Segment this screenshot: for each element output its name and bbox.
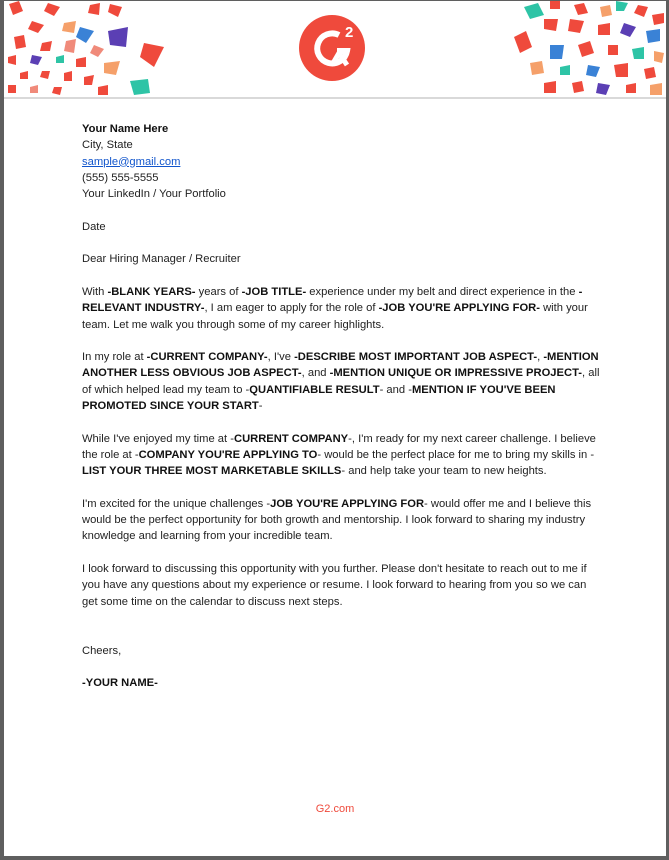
letter-page <box>4 1 666 856</box>
cover-letter-body <box>82 121 602 708</box>
paragraph-excitement: I'm excited for the unique challenges -JOB YOU'RE APPLYING FOR- would offer me and I believe this would be the perfect opportunity for both growth and mentorship. I look forward to sharing my industry knowledge and learning from your incredible team. <box>82 497 592 543</box>
sender-links: Your LinkedIn / Your Portfolio <box>82 188 226 201</box>
paragraph-next-challenge: While I've enjoyed my time at -CURRENT COMPANY-, I'm ready for my next career challenge. I believe the role at -COMPANY YOU'RE APPLYING TO- would be the perfect place for me to bring my skills in -LIST YOUR THREE MOST MARKETABLE SKILLS- and help take your team to new heights. <box>82 432 596 478</box>
footer-website-link[interactable]: G2.com <box>315 803 355 815</box>
closing-word: Cheers, <box>82 644 122 657</box>
paragraph-intro: With -BLANK YEARS- years of -JOB TITLE- experience under my belt and direct experience in the -RELEVANT INDUSTRY-, I am eager to apply for the role of -JOB YOU'RE APPLYING FOR- with your team. Let me walk you through some of my career highlights. <box>82 285 588 331</box>
sender-name: Your Name Here <box>82 123 169 135</box>
sender-phone: (555) 555-5555 <box>82 171 159 184</box>
letterhead <box>4 1 666 97</box>
header-divider <box>4 97 666 99</box>
sender-block <box>82 121 602 202</box>
paragraph-current-role: In my role at -CURRENT COMPANY-, I've -DESCRIBE MOST IMPORTANT JOB ASPECT-, -MENTION ANOTHER LESS OBVIOUS JOB ASPECT-, and -MENTION UNIQUE OR IMPRESSIVE PROJECT-, all of which helped lead my team to -QUANTIFIABLE RESULT- and -MENTION IF YOU'VE BEEN PROMOTED SINCE YOUR START- <box>82 351 600 413</box>
letter-date: Date <box>82 220 106 233</box>
g2-logo-icon <box>299 15 365 81</box>
g2-logo-superscript: 2 <box>345 24 354 41</box>
sender-email-link[interactable]: sample@gmail.com <box>82 155 181 168</box>
sender-location: City, State <box>82 139 133 152</box>
signature: -YOUR NAME- <box>82 677 158 690</box>
salutation: Dear Hiring Manager / Recruiter <box>82 253 241 266</box>
paragraph-closing: I look forward to discussing this opportunity with you further. Please don't hesitate to reach out to me if you have any questions about my experience or resume. I look forward to hearing from you so we can get some time on the calendar to discuss next steps. <box>82 563 587 608</box>
